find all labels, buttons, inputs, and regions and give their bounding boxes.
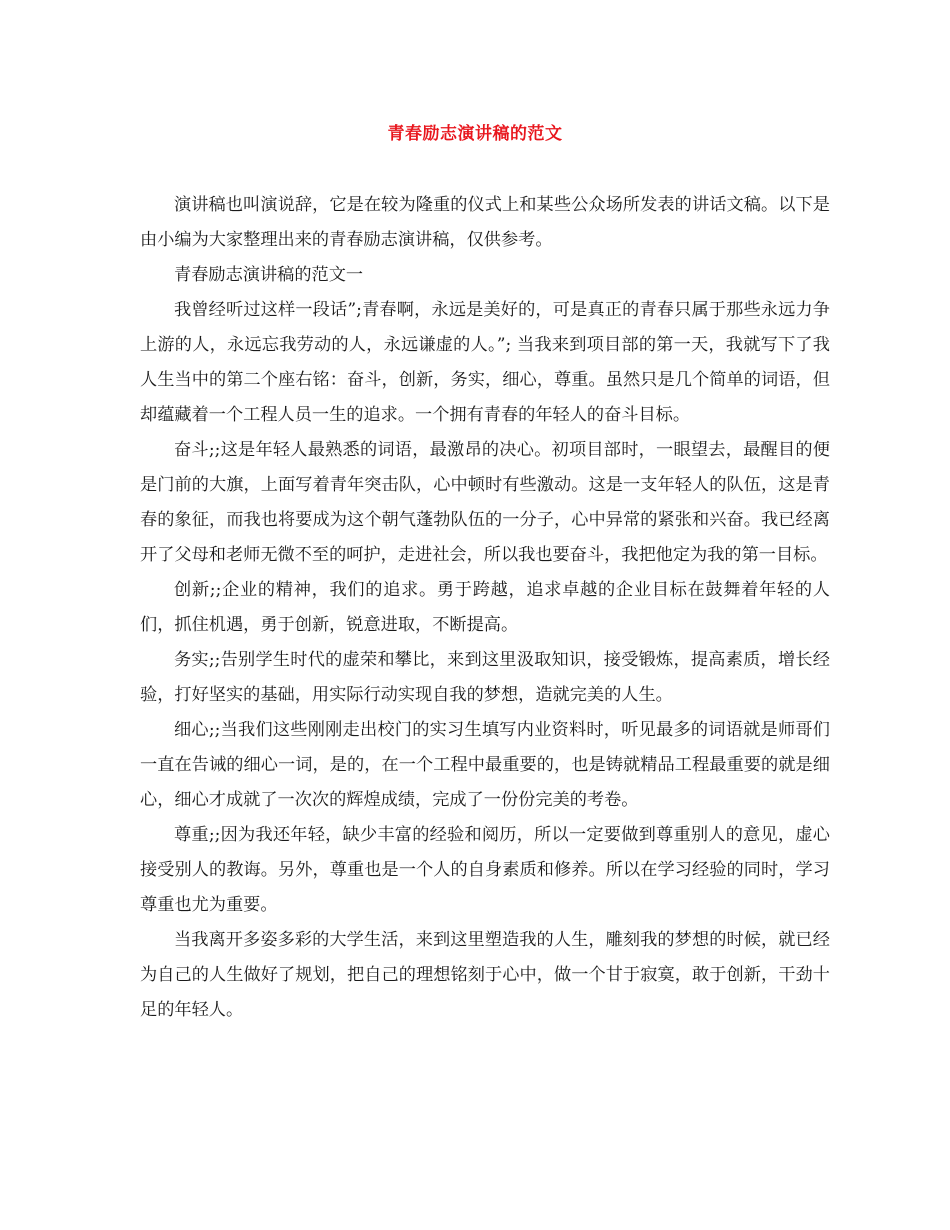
- paragraph-opening: 我曾经听过这样一段话”;青春啊，永远是美好的，可是真正的青春只属于那些永远力争上游的人，永远忘我劳动的人，永远谦虚的人。”; 当我来到项目部的第一天，我就写下了我人生当中的第二个座右铭：奋斗，创新，务实，细心，尊重。虽然只是几个简单的词语，但却蕴藏着一个工程人员一生的追求。一个拥有青春的年轻人的奋斗目标。: [140, 300, 830, 425]
- paragraph-respect: 尊重;;因为我还年轻，缺少丰富的经验和阅历，所以一定要做到尊重别人的意见，虚心接受别人的教诲。另外，尊重也是一个人的自身素质和修养。所以在学习经验的同时，学习尊重也尤为重要。: [140, 825, 830, 915]
- section-heading: 青春励志演讲稿的范文一: [174, 265, 364, 285]
- paragraph-closing: 当我离开多姿多彩的大学生活，来到这里塑造我的人生，雕刻我的梦想的时候，就已经为自己的人生做好了规划，把自己的理想铭刻于心中，做一个甘于寂寞，敢于创新，干劲十足的年轻人。: [140, 930, 830, 1020]
- paragraph-carefulness: 细心;;当我们这些刚刚走出校门的实习生填写内业资料时，听见最多的词语就是师哥们一直在告诫的细心一词，是的，在一个工程中最重要的，也是铸就精品工程最重要的就是细心，细心才成就了一次次的辉煌成绩，完成了一份份完美的考卷。: [140, 720, 830, 810]
- paragraph-pragmatism: 务实;;告别学生时代的虚荣和攀比，来到这里汲取知识，接受锻炼，提高素质，增长经验，打好坚实的基础，用实际行动实现自我的梦想，造就完美的人生。: [140, 650, 830, 705]
- paragraph-innovation: 创新;;企业的精神，我们的追求。勇于跨越，追求卓越的企业目标在鼓舞着年轻的人们，抓住机遇，勇于创新，锐意进取，不断提高。: [140, 580, 830, 635]
- document-body: [140, 188, 830, 1028]
- paragraph-struggle: 奋斗;;这是年轻人最熟悉的词语，最激昂的决心。初项目部时，一眼望去，最醒目的便是门前的大旗，上面写着青年突击队，心中顿时有些激动。这是一支年轻人的队伍，这是青春的象征，而我也将要成为这个朝气蓬勃队伍的一分子，心中异常的紧张和兴奋。我已经离开了父母和老师无微不至的呵护，走进社会，所以我也要奋斗，我把他定为我的第一目标。: [140, 440, 830, 565]
- document-title: 青春励志演讲稿的范文: [387, 124, 563, 144]
- paragraph-intro: 演讲稿也叫演说辞，它是在较为隆重的仪式上和某些公众场所发表的讲话文稿。以下是由小编为大家整理出来的青春励志演讲稿，仅供参考。: [140, 195, 830, 250]
